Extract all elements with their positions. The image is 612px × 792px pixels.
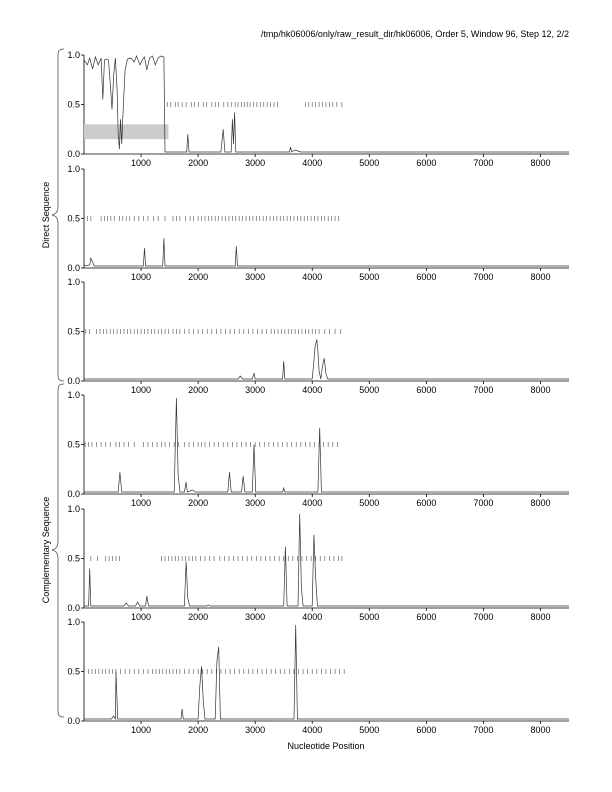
- y-tick-label: 0.5: [67, 99, 80, 110]
- panel-direct-frame-2: [67, 164, 569, 282]
- x-tick-label: 4000: [302, 385, 323, 395]
- x-tick-label: 5000: [359, 612, 380, 622]
- y-tick-label: 0.0: [67, 376, 80, 386]
- y-tick-label: 1.0: [67, 390, 80, 400]
- y-tick-label: 1.0: [67, 50, 80, 60]
- x-tick-label: 6000: [416, 498, 437, 508]
- x-tick-label: 8000: [530, 612, 551, 622]
- direct-group-brace: [52, 49, 64, 381]
- x-tick-label: 5000: [359, 498, 380, 508]
- highlight-box: [84, 124, 168, 139]
- x-tick-label: 5000: [359, 272, 380, 282]
- panels-group: [67, 50, 569, 735]
- y-tick-label: 0.0: [67, 716, 80, 726]
- x-tick-label: 3000: [245, 612, 266, 622]
- file-header: /tmp/hk06006/only/raw_result_dir/hk06006, Order 5, Window 96, Step 12, 2/2: [260, 29, 569, 39]
- x-tick-label: 8000: [530, 498, 551, 508]
- x-tick-label: 1000: [131, 272, 152, 282]
- x-tick-label: 2000: [188, 158, 209, 168]
- x-tick-label: 4000: [302, 272, 323, 282]
- x-tick-label: 5000: [359, 385, 380, 395]
- x-tick-label: 4000: [302, 498, 323, 508]
- y-tick-label: 0.0: [67, 603, 80, 613]
- x-tick-label: 1000: [131, 725, 152, 735]
- y-tick-label: 1.0: [67, 277, 80, 287]
- y-tick-label: 0.5: [67, 553, 80, 564]
- x-tick-label: 6000: [416, 158, 437, 168]
- y-tick-label: 0.5: [67, 326, 80, 337]
- panel-complementary-frame-3: [67, 617, 569, 735]
- series-line: [84, 625, 569, 719]
- x-tick-label: 6000: [416, 725, 437, 735]
- y-tick-label: 1.0: [67, 164, 80, 174]
- y-tick-label: 0.5: [67, 213, 80, 224]
- x-tick-label: 1000: [131, 385, 152, 395]
- x-tick-label: 2000: [188, 498, 209, 508]
- x-tick-label: 2000: [188, 612, 209, 622]
- x-tick-label: 2000: [188, 725, 209, 735]
- x-tick-label: 3000: [245, 385, 266, 395]
- y-tick-label: 0.0: [67, 489, 80, 499]
- complementary-group-brace: [52, 384, 64, 717]
- x-tick-label: 8000: [530, 725, 551, 735]
- x-tick-label: 8000: [530, 158, 551, 168]
- panel-complementary-frame-2: [67, 504, 569, 622]
- panel-complementary-frame-1: [67, 390, 569, 508]
- x-tick-label: 7000: [473, 385, 494, 395]
- x-tick-label: 6000: [416, 612, 437, 622]
- x-tick-label: 7000: [473, 158, 494, 168]
- panel-direct-frame-1: [67, 50, 569, 168]
- complementary-sequence-label: Complementary Sequence: [41, 496, 51, 604]
- x-tick-label: 3000: [245, 272, 266, 282]
- x-tick-label: 7000: [473, 612, 494, 622]
- x-tick-label: 5000: [359, 158, 380, 168]
- x-tick-label: 6000: [416, 272, 437, 282]
- x-tick-label: 4000: [302, 725, 323, 735]
- x-tick-label: 3000: [245, 725, 266, 735]
- y-tick-label: 0.0: [67, 263, 80, 273]
- x-tick-label: 2000: [188, 385, 209, 395]
- x-tick-label: 7000: [473, 498, 494, 508]
- series-line: [84, 339, 569, 379]
- x-tick-label: 5000: [359, 725, 380, 735]
- x-tick-label: 4000: [302, 158, 323, 168]
- x-tick-label: 1000: [131, 498, 152, 508]
- y-tick-label: 1.0: [67, 504, 80, 514]
- x-tick-label: 3000: [245, 158, 266, 168]
- x-tick-label: 2000: [188, 272, 209, 282]
- x-tick-label: 1000: [131, 158, 152, 168]
- x-tick-label: 7000: [473, 725, 494, 735]
- y-tick-label: 1.0: [67, 617, 80, 627]
- series-line: [84, 238, 569, 266]
- x-tick-label: 7000: [473, 272, 494, 282]
- x-tick-label: 8000: [530, 272, 551, 282]
- x-axis-label: Nucleotide Position: [287, 741, 365, 751]
- x-tick-label: 4000: [302, 612, 323, 622]
- series-line: [84, 514, 569, 606]
- x-tick-label: 8000: [530, 385, 551, 395]
- y-tick-label: 0.5: [67, 666, 80, 677]
- y-tick-label: 0.5: [67, 439, 80, 450]
- x-tick-label: 1000: [131, 612, 152, 622]
- direct-sequence-label: Direct Sequence: [41, 181, 51, 249]
- x-tick-label: 3000: [245, 498, 266, 508]
- x-tick-label: 6000: [416, 385, 437, 395]
- panel-direct-frame-3: [67, 277, 569, 395]
- y-tick-label: 0.0: [67, 149, 80, 159]
